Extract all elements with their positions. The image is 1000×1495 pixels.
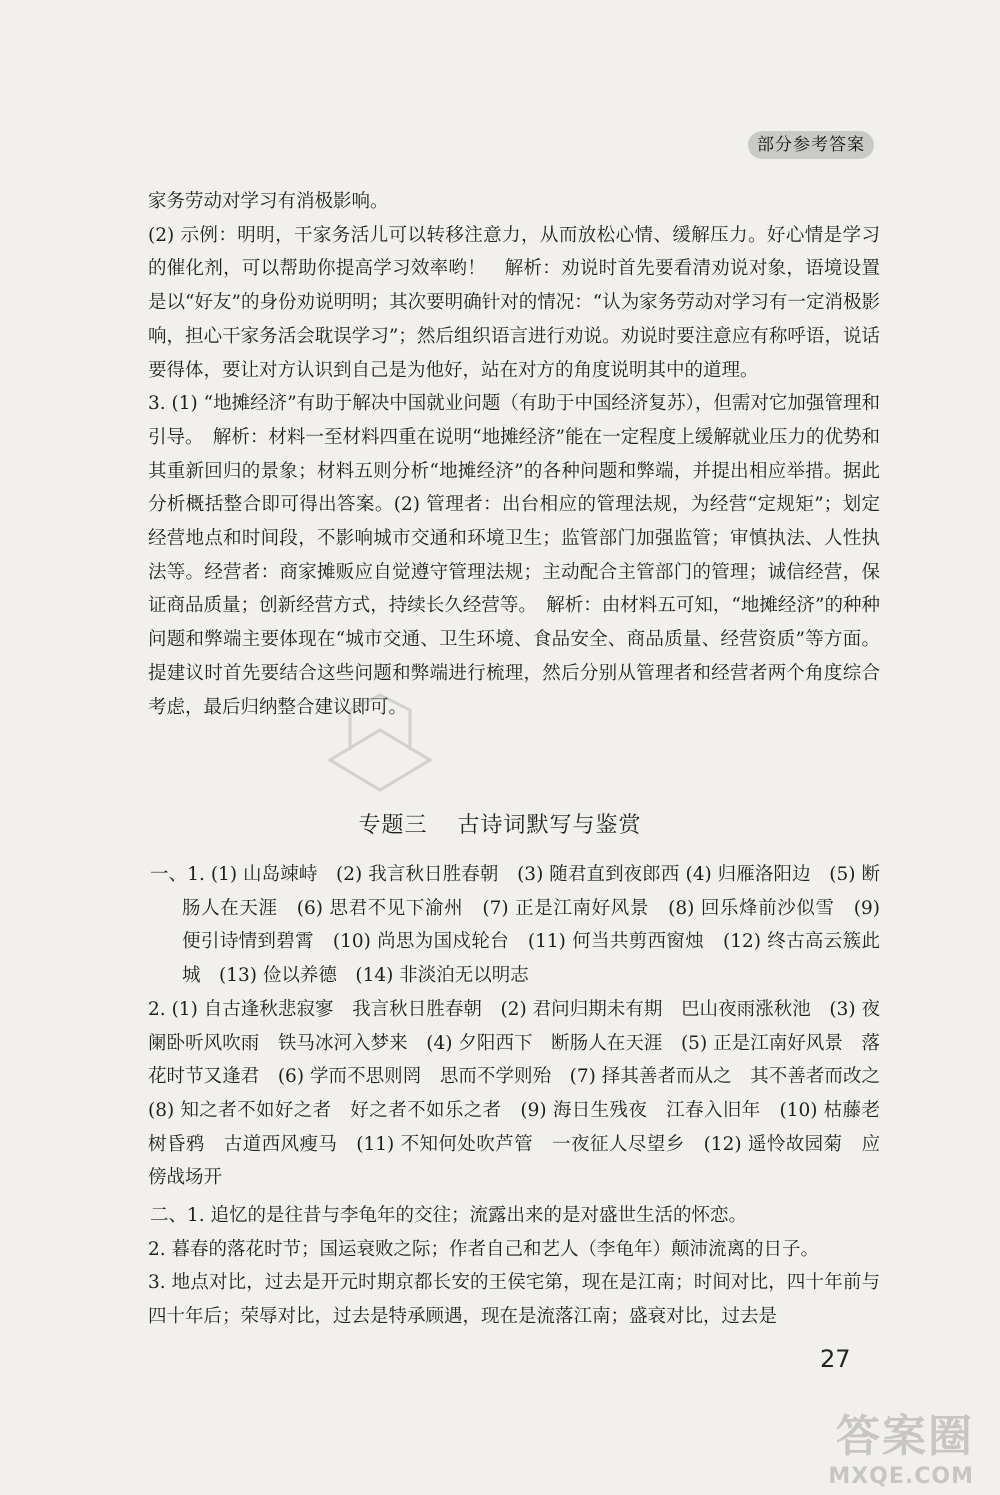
- section-heading: 古诗词默写与鉴赏: [457, 813, 642, 838]
- answer-block: 3. 地点对比，过去是开元时期京都长安的王侯宅第，现在是江南；时间对比，四十年前与四十年后；荣辱对比，过去是特承顾遇，现在是流落江南；盛衰对比，过去是: [148, 1272, 880, 1328]
- part-one-answers: [116, 858, 899, 1195]
- answer-block: 2. (1) 自古逢秋悲寂寥 我言秋日胜春朝 (2) 君问归期未有期 巴山夜雨涨秋池 (3) 夜阑卧听风吹雨 铁马冰河入梦来 (4) 夕阳西下 断肠人在天涯 (5) 正是江南好风景 落花时节又逢君 (6) 学而不思则罔 思而不学则殆 (7) 择其善者而从之 其不善者而改之 (8) 知之者不如好之者 好之者不如乐之者 (9) 海日生残夜 江春入旧年 (10) 枯藤老树昏鸦 古道西风瘦马 (11) 不知何处吹芦管 一夜征人尽望乡 (12) 遥怜故园菊 应傍战场开: [148, 998, 899, 1189]
- answer-block: 二、1. 追忆的是往昔与李龟年的交往；流露出来的是对盛世生活的怀恋。: [150, 1205, 748, 1226]
- paragraph: (2) 示例：明明，干家务活儿可以转移注意力，从而放松心情、缓解压力。好心情是学习的催化剂，可以帮助你提高学习效率哟！ 解析：劝说时首先要看清劝说对象，语境设置是以“好友”的身份劝说明明；其次要明确针对的情况：“认为家务劳动对学习有一定消极影响，担心干家务活会耽误学习”；然后组织语言进行劝说。劝说时要注意应有称呼语，说话要得体，要让对方认识到自己是为他好，站在对方的角度说明其中的道理。: [148, 224, 880, 381]
- section-header-badge: 部分参考答案: [748, 131, 874, 159]
- section-title: [0, 808, 1000, 844]
- answer-block: 一、1. (1) 山岛竦峙 (2) 我言秋日胜春朝 (3) 随君直到夜郎西 (4) 归雁洛阳边 (5) 断肠人在天涯 (6) 思君不见下渝州 (7) 正是江南好风景 (8) 回乐烽前沙似雪 (9) 便引诗情到碧霄 (10) 尚思为国戍轮台 (11) 何当共剪西窗烛 (12) 终古高云簇此城 (13) 俭以养德 (14) 非淡泊无以明志: [150, 864, 880, 987]
- answer-continuation: [148, 185, 880, 724]
- paragraph: 家务劳动对学习有消极影响。: [148, 191, 389, 212]
- watermark-url: MXQE.COM: [828, 1464, 974, 1489]
- paragraph: 3. (1) “地摊经济”有助于解决中国就业问题（有助于中国经济复苏），但需对它加强管理和引导。 解析：材料一至材料四重在说明“地摊经济”能在一定程度上缓解就业压力的优势和其重新回归的景象；材料五则分析“地摊经济”的各种问题和弊端，并提出相应举措。据此分析概括整合即可得出答案。(2) 管理者：出台相应的管理法规，为经营“定规矩”；划定经营地点和时间段，不影响城市交通和环境卫生；监管部门加强监管；审慎执法、人性执法等。经营者：商家摊贩应自觉遵守管理法规；主动配合主管部门的管理；诚信经营，保证商品质量；创新经营方式，持续长久经营等。 解析：由材料五可知，“地摊经济”的种种问题和弊端主要体现在“城市交通、卫生环境、食品安全、商品质量、经营资质”等方面。提建议时首先要结合这些问题和弊端进行梳理，然后分别从管理者和经营者两个角度综合考虑，最后归纳整合建议即可。: [148, 393, 880, 718]
- answer-block: 2. 暮春的落花时节；国运衰败之际；作者自己和艺人（李龟年）颠沛流离的日子。: [148, 1238, 820, 1260]
- stamp-watermark-icon: [320, 690, 440, 800]
- page-number: 27: [820, 1345, 851, 1373]
- section-label: 专题三: [358, 813, 428, 838]
- watermark-brand: 答案圈: [836, 1411, 974, 1462]
- part-two-answers: [116, 1199, 880, 1334]
- site-watermark: [828, 1400, 974, 1489]
